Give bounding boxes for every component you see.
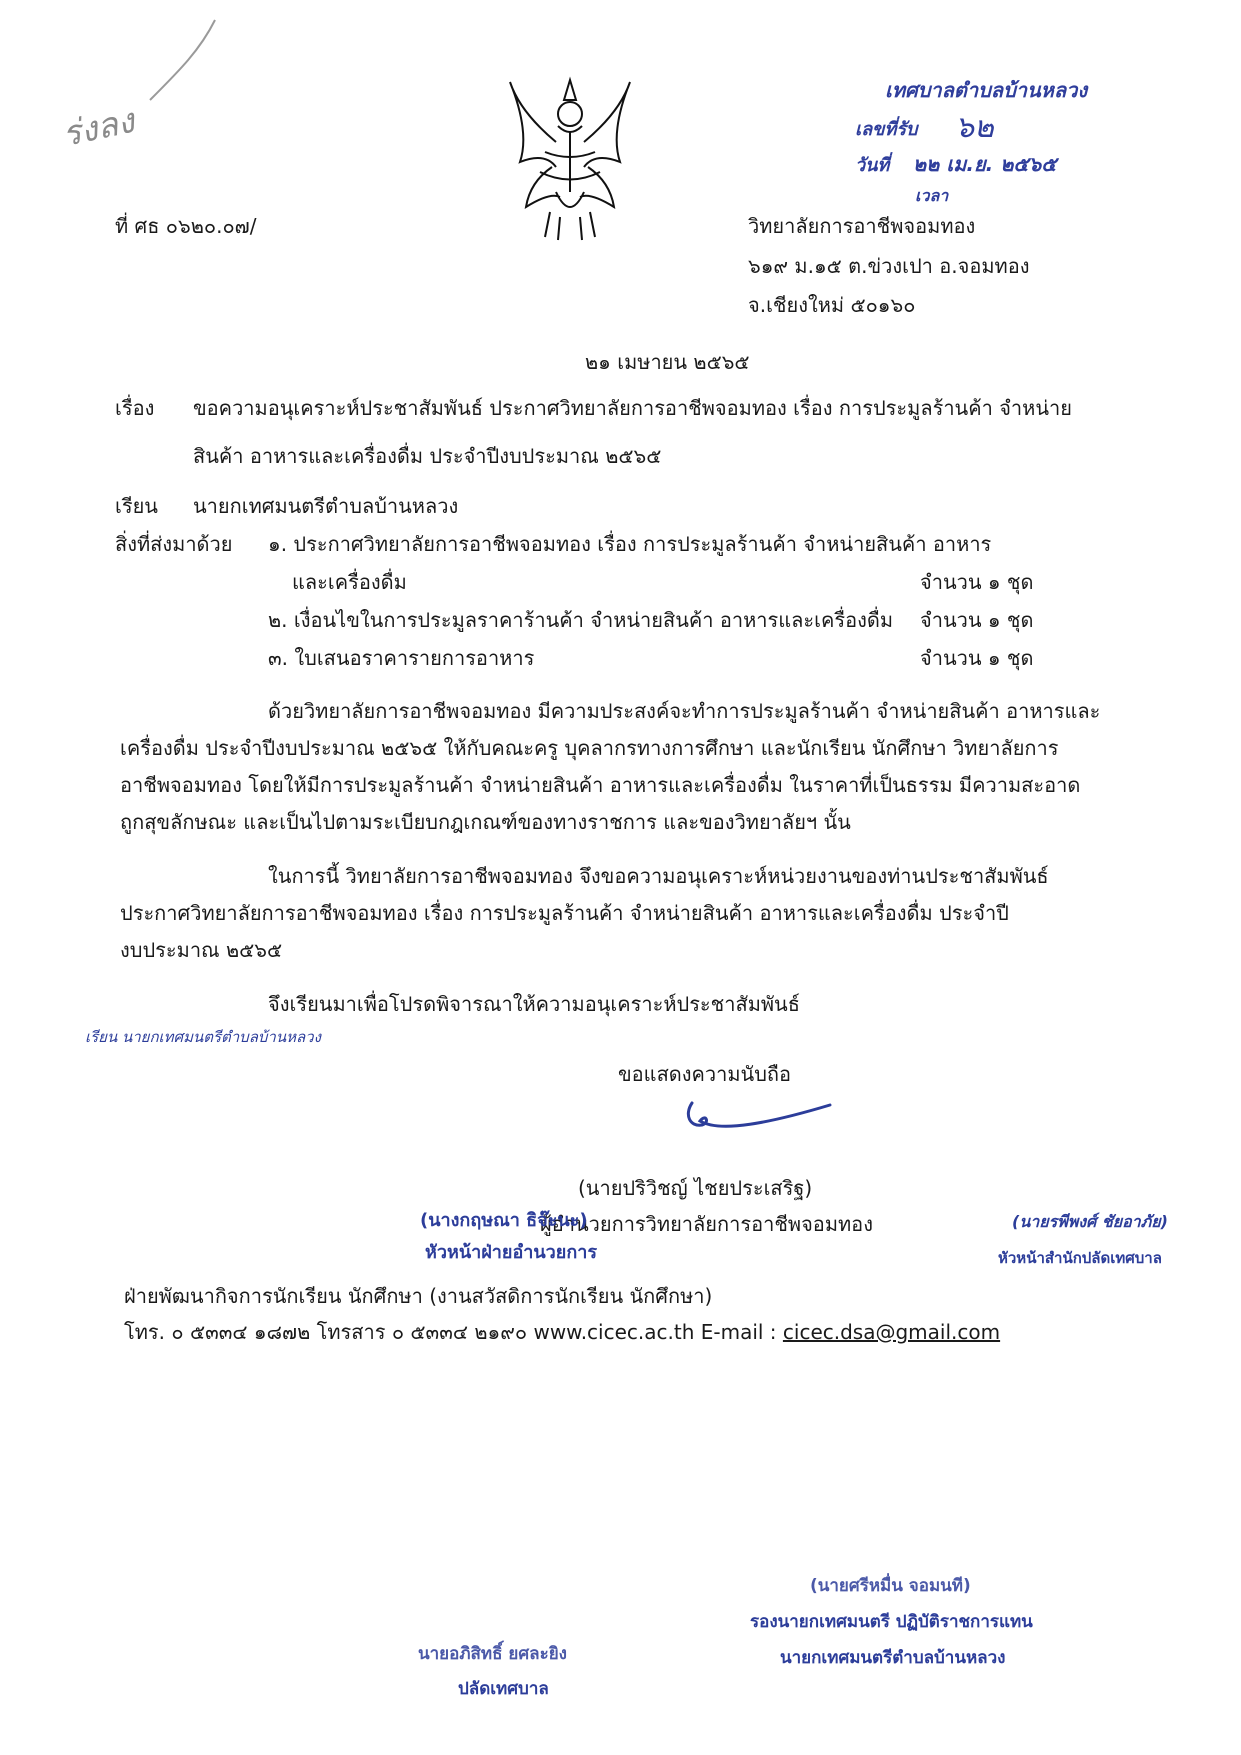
body-paragraph-3: จึงเรียนมาเพื่อโปรดพิจารณาให้ความอนุเคราะห์ประชาสัมพันธ์ (268, 992, 800, 1016)
recipient-label: เรียน (115, 494, 158, 518)
routing-stamp: เรียน นายกเทศมนตรีตำบลบ้านหลวง (85, 1028, 321, 1046)
body-paragraph-1-line-4: ถูกสุขลักษณะ และเป็นไปตามระเบียบกฎเกณฑ์ของทางราชการ และของวิทยาลัยฯ นั้น (120, 810, 851, 834)
receipt-stamp (855, 70, 1185, 210)
enclosure-item-2-qty: จำนวน ๑ ชุด (920, 608, 1034, 632)
bottom-right-stamp-name: (นายศรีหมื่น จอมนที) (810, 1576, 971, 1596)
director-signature (680, 1095, 840, 1145)
signer-title: ผู้อำนวยการวิทยาลัยการอาชีพจอมทอง (540, 1212, 873, 1236)
contact-line (124, 1316, 1000, 1348)
receipt-stamp-office: เทศบาลตำบลบ้านหลวง (885, 78, 1088, 102)
bottom-left-stamp-name: นายอภิสิทธิ์ ยศละยิง (418, 1644, 567, 1664)
body-paragraph-1-line-1: ด้วยวิทยาลัยการอาชีพจอมทอง มีความประสงค์จะทำการประมูลร้านค้า จำหน่ายสินค้า อาหารและ (268, 699, 1101, 723)
reference-number: ที่ ศธ ๐๖๒๐.๐๗/ (115, 214, 257, 238)
receipt-stamp-date-label: วันที่ (855, 155, 890, 176)
body-paragraph-1-line-3: อาชีพจอมทอง โดยให้มีการประมูลร้านค้า จำหน่ายสินค้า อาหารและเครื่องดื่ม ในราคาที่เป็นธรรม มีความสะอาด (120, 773, 1081, 797)
letter-date: ๒๑ เมษายน ๒๕๖๕ (585, 350, 750, 374)
signer-name: (นายปริวิชญ์ ไชยประเสริฐ) (578, 1176, 813, 1200)
receipt-stamp-number-label: เลขที่รับ (855, 119, 918, 140)
stamp-right-title: หัวหน้าสำนักปลัดเทศบาล (998, 1249, 1162, 1267)
margin-note-stroke (120, 10, 230, 110)
sender-address-line-2: ๖๑๙ ม.๑๕ ต.ข่วงเปา อ.จอมทอง (748, 254, 1030, 278)
stamp-left-title: หัวหน้าฝ่ายอำนวยการ (425, 1242, 598, 1263)
subject-line-2: สินค้า อาหารและเครื่องดื่ม ประจำปีงบประมาณ ๒๕๖๕ (193, 444, 662, 468)
body-paragraph-2-line-1: ในการนี้ วิทยาลัยการอาชีพจอมทอง จึงขอความอนุเคราะห์หน่วยงานของท่านประชาสัมพันธ์ (268, 864, 1049, 888)
garuda-emblem (500, 72, 640, 242)
sender-address-line-3: จ.เชียงใหม่ ๕๐๑๖๐ (748, 293, 916, 317)
contact-text: โทร. ๐ ๕๓๓๔ ๑๘๗๒ โทรสาร ๐ ๕๓๓๔ ๒๑๙๐ www.cicec.ac.th E-mail : (124, 1320, 783, 1344)
enclosure-item-2: ๒. เงื่อนไขในการประมูลราคาร้านค้า จำหน่ายสินค้า อาหารและเครื่องดื่ม (268, 608, 894, 632)
enclosure-item-1-qty: จำนวน ๑ ชุด (920, 570, 1034, 594)
bottom-right-stamp-title-1: รองนายกเทศมนตรี ปฏิบัติราชการแทน (750, 1612, 1033, 1632)
department: ฝ่ายพัฒนากิจการนักเรียน นักศึกษา (งานสวัสดิการนักเรียน นักศึกษา) (124, 1284, 713, 1308)
stamp-left-name: (นางกฤษณา ธิจ๊ะนะ) (420, 1210, 588, 1231)
stamp-right-name: (นายรพีพงศ์ ชัยอาภัย) (1012, 1212, 1168, 1231)
subject-label: เรื่อง (115, 396, 155, 420)
body-paragraph-2-line-2: ประกาศวิทยาลัยการอาชีพจอมทอง เรื่อง การประมูลร้านค้า จำหน่ายสินค้า อาหารและเครื่องดื่ม ประจำปี (120, 901, 1009, 925)
margin-note: ร่งลง (58, 100, 138, 156)
recipient-value: นายกเทศมนตรีตำบลบ้านหลวง (193, 494, 459, 518)
bottom-left-stamp-title: ปลัดเทศบาล (458, 1679, 549, 1699)
contact-email-link[interactable]: cicec.dsa@gmail.com (782, 1320, 1001, 1344)
body-paragraph-2-line-3: งบประมาณ ๒๕๖๕ (120, 938, 283, 962)
receipt-stamp-number: ๖๒ (955, 110, 994, 145)
enclosures-label: สิ่งที่ส่งมาด้วย (115, 532, 233, 556)
closing-phrase: ขอแสดงความนับถือ (618, 1062, 792, 1086)
bottom-right-stamp-title-2: นายกเทศมนตรีตำบลบ้านหลวง (780, 1648, 1006, 1668)
enclosure-item-3-qty: จำนวน ๑ ชุด (920, 646, 1034, 670)
enclosure-item-1: ๑. ประกาศวิทยาลัยการอาชีพจอมทอง เรื่อง การประมูลร้านค้า จำหน่ายสินค้า อาหาร (268, 532, 992, 556)
receipt-stamp-date: ๒๒ เม.ย. ๒๕๖๕ (913, 152, 1057, 176)
enclosure-item-1-cont: และเครื่องดื่ม (292, 570, 407, 594)
body-paragraph-1-line-2: เครื่องดื่ม ประจำปีงบประมาณ ๒๕๖๕ ให้กับคณะครู บุคลากรทางการศึกษา และนักเรียน นักศึกษา วิทยาลัยการ (120, 736, 1059, 760)
subject-line-1: ขอความอนุเคราะห์ประชาสัมพันธ์ ประกาศวิทยาลัยการอาชีพจอมทอง เรื่อง การประมูลร้านค้า จำหน่าย (193, 396, 1072, 420)
enclosure-item-3: ๓. ใบเสนอราคารายการอาหาร (268, 646, 535, 670)
receipt-stamp-time-label: เวลา (915, 186, 949, 205)
sender-address-line-1: วิทยาลัยการอาชีพจอมทอง (748, 214, 976, 238)
